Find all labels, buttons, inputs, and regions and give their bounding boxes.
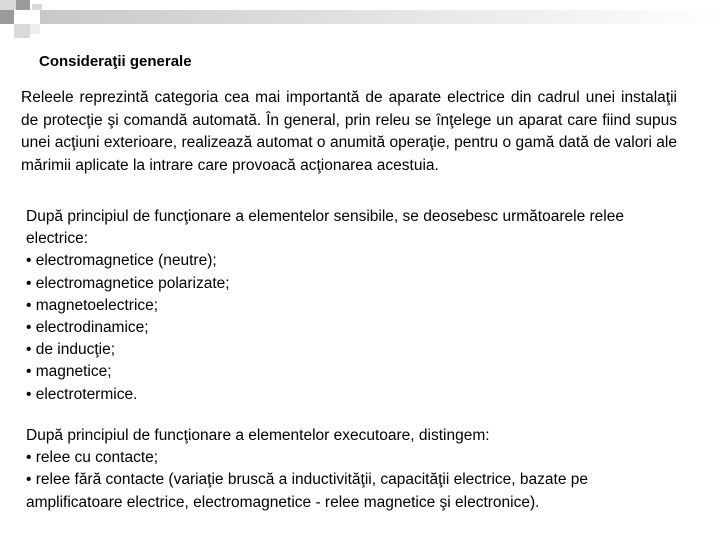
decor-square [30,24,40,34]
executive-elements-section [26,425,680,514]
decor-square [14,10,32,24]
header-decoration [0,0,720,40]
list-item: • magnetoelectrice; [26,295,680,317]
decor-square [0,10,14,24]
list-item: • de inducţie; [26,339,680,361]
decor-square [16,0,30,10]
sensitive-elements-section [26,206,680,406]
decor-square [14,24,30,38]
executive-elements-lead: După principiul de funcţionare a elementelor executoare, distingem: [26,427,490,444]
list-item: • magnetice; [26,361,680,383]
list-item: • relee cu contacte; [26,447,680,469]
sensitive-elements-list [26,250,680,405]
intro-paragraph: Releele reprezintă categoria cea mai importantă de aparate electrice din cadrul unei instalaţii de protecţie şi comandă automată. În general, prin releu se înţelege un aparat care fiind supus unei acţiuni exterioare, realizează automat o anumită operaţie, pentru o gamă dată de valori ale mărimii aplicate la intrare care provoacă acţionarea acestuia. [21,89,677,174]
decor-square [0,0,16,10]
decor-square [32,4,42,10]
executive-elements-list [26,447,680,514]
decor-band [40,10,720,24]
list-item: • electromagnetice polarizate; [26,273,680,295]
list-item: • electrodinamice; [26,317,680,339]
list-item: • electrotermice. [26,384,680,406]
list-item: • relee fără contacte (variaţie bruscă a inductivităţii, capacităţii electrice, bazate pe amplificatoare electrice, electromagnetice - relee magnetice şi electronice). [26,469,680,513]
list-item: • electromagnetice (neutre); [26,250,680,272]
sensitive-elements-lead: După principiul de funcţionare a elementelor sensibile, se deosebesc următoarele relee electrice: [26,208,624,248]
section-heading: Consideraţii generale [39,53,192,70]
